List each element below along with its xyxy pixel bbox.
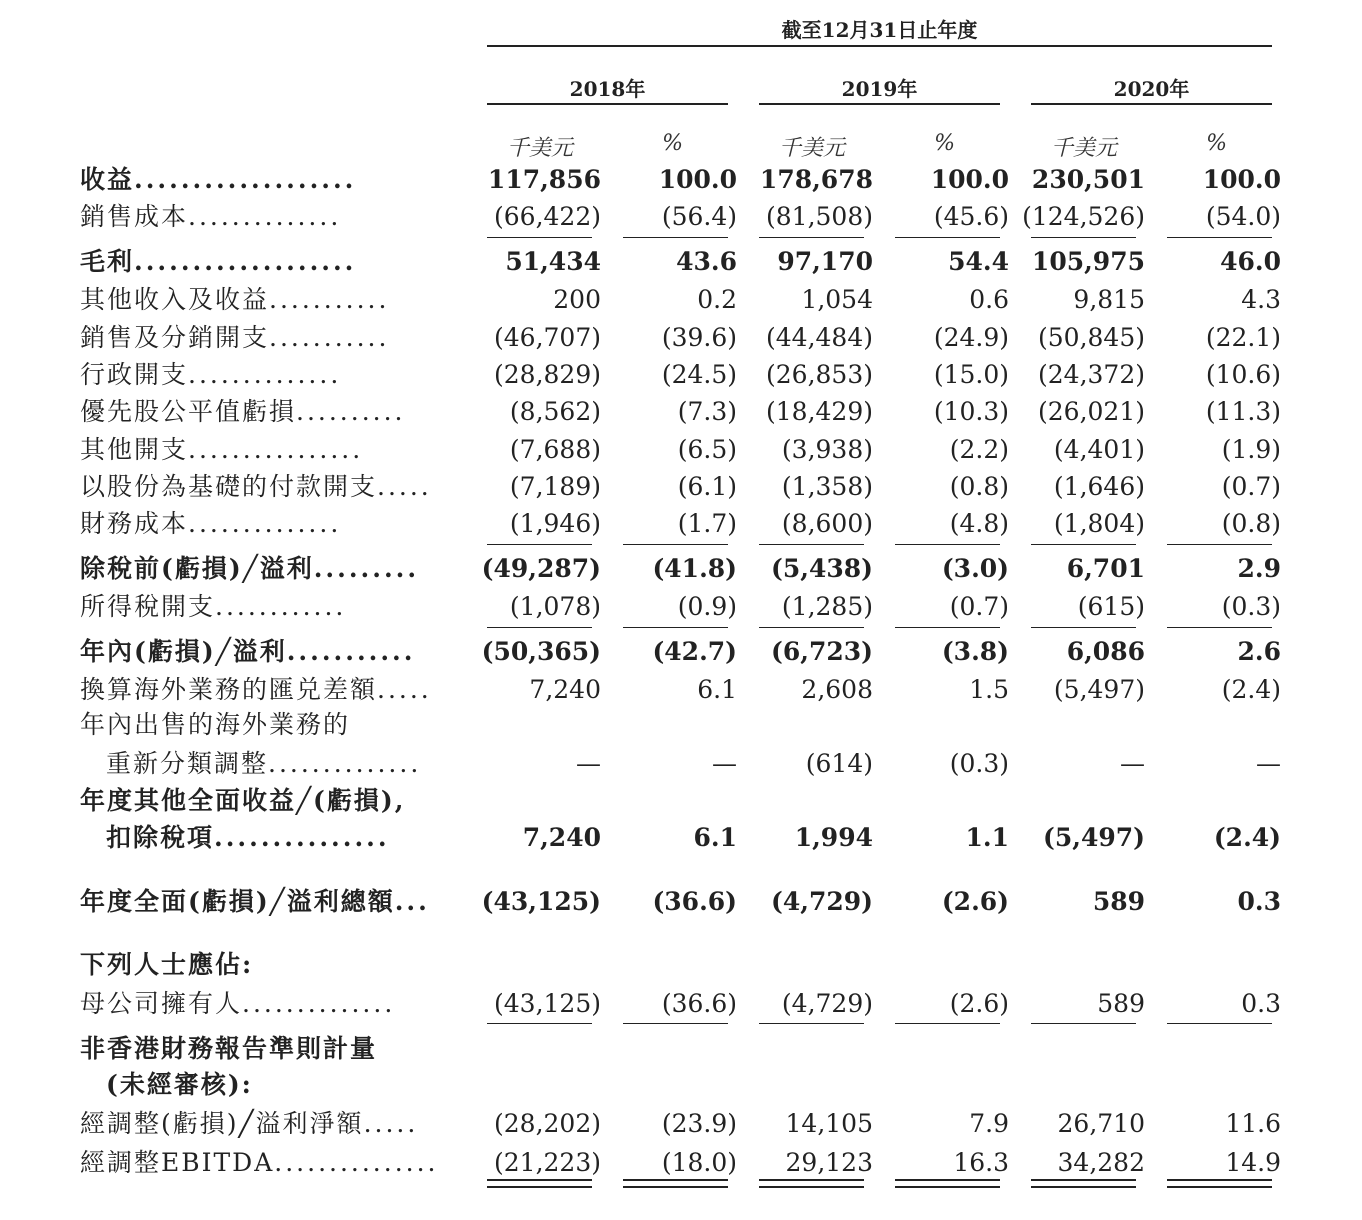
row-label-text: 財務成本 (80, 509, 189, 538)
unit-percent-2018: % (662, 131, 683, 156)
subtotal-rule (1031, 1023, 1136, 1024)
leader-dots: ............... (274, 1148, 439, 1177)
amount-cell: (81,508) (766, 202, 873, 231)
amount-cell: (49,287) (481, 554, 601, 583)
amount-cell: (1,285) (781, 592, 873, 621)
row-label-text: (未經審核): (106, 1070, 253, 1099)
amount-cell: (44,484) (766, 323, 873, 352)
percent-cell: 7.9 (969, 1109, 1009, 1138)
percent-cell: 1.5 (969, 675, 1009, 704)
amount-cell: 1,994 (794, 823, 873, 852)
subtotal-rule (895, 237, 1000, 238)
percent-cell: (41.8) (652, 554, 737, 583)
row-label-text: 優先股公平值虧損 (80, 397, 297, 426)
double-total-rule (759, 1179, 864, 1181)
subtotal-rule (487, 237, 592, 238)
percent-cell (1121, 783, 1281, 819)
row-label-text: 非香港財務報告準則計量 (80, 1034, 378, 1063)
percent-cell: (24.5) (661, 360, 737, 389)
row-label (80, 1031, 377, 1067)
amount-cell: 230,501 (1031, 165, 1145, 194)
percent-cell: (7.3) (677, 397, 737, 426)
leader-dots: ........... (286, 637, 416, 666)
amount-cell: 26,710 (1057, 1109, 1145, 1138)
subtotal-rule (623, 544, 728, 545)
row-label (80, 394, 405, 430)
percent-cell: (24.9) (933, 323, 1009, 352)
row-label (80, 469, 432, 505)
row-label-text: 經調整(虧損)╱溢利淨額 (80, 1109, 364, 1138)
double-total-rule (623, 1179, 728, 1181)
row-label (80, 162, 356, 198)
leader-dots: ............ (215, 592, 347, 621)
amount-cell: (615) (1077, 592, 1145, 621)
amount-cell: 29,123 (785, 1148, 873, 1177)
double-total-rule (487, 1186, 592, 1188)
percent-cell (1121, 707, 1281, 743)
leader-dots: .............. (268, 749, 422, 778)
amount-cell: (124,526) (1022, 202, 1145, 231)
percent-cell: (23.9) (661, 1109, 737, 1138)
amount-cell: (7,688) (509, 435, 601, 464)
row-label (80, 783, 405, 819)
subtotal-rule (759, 544, 864, 545)
percent-cell: (2.2) (949, 435, 1009, 464)
percent-cell: (6.5) (677, 435, 737, 464)
amount-cell: (3,938) (781, 435, 873, 464)
row-label (80, 634, 415, 670)
row-label-text: 銷售及分銷開支 (80, 323, 270, 352)
subtotal-rule (623, 627, 728, 628)
year-heading-2020: 2020年 (1113, 77, 1190, 101)
subtotal-rule (759, 627, 864, 628)
amount-cell: 2,608 (801, 675, 873, 704)
row-label-text: 年度全面(虧損)╱溢利總額 (80, 887, 395, 916)
percent-cell: (3.8) (941, 637, 1009, 666)
percent-cell: 43.6 (676, 247, 737, 276)
amount-cell: (28,202) (494, 1109, 601, 1138)
row-label (80, 947, 253, 983)
leader-dots: ................ (188, 435, 364, 464)
amount-cell: (5,497) (1043, 823, 1145, 852)
amount-cell: — (576, 749, 601, 778)
percent-cell (1121, 1067, 1281, 1103)
percent-cell: (3.0) (941, 554, 1009, 583)
leader-dots: ..... (377, 472, 432, 501)
amount-cell: (1,358) (781, 472, 873, 501)
amount-cell: (21,223) (494, 1148, 601, 1177)
subtotal-rule (623, 237, 728, 238)
row-label-text: 除稅前(虧損)╱溢利 (80, 554, 314, 583)
percent-cell: (0.3) (949, 749, 1009, 778)
leader-dots: ................... (134, 165, 357, 194)
double-total-rule (1167, 1186, 1272, 1188)
row-label-text: 扣除稅項 (106, 823, 215, 852)
row-label-text: 重新分類調整 (106, 749, 269, 778)
row-label-text: 換算海外業務的匯兑差額 (80, 675, 378, 704)
row-label (80, 1145, 438, 1181)
percent-cell: (0.8) (949, 472, 1009, 501)
amount-cell: (24,372) (1038, 360, 1145, 389)
subtotal-rule (759, 1023, 864, 1024)
leader-dots: ........... (269, 285, 390, 314)
amount-cell: (614) (805, 749, 873, 778)
amount-cell: (26,853) (766, 360, 873, 389)
percent-cell: (2.4) (1213, 823, 1281, 852)
amount-cell: 105,975 (1031, 247, 1145, 276)
subtotal-rule (1167, 237, 1272, 238)
row-label (80, 199, 341, 235)
amount-cell: (43,125) (494, 989, 601, 1018)
percent-cell: (11.3) (1205, 397, 1281, 426)
leader-dots: .............. (188, 360, 342, 389)
row-label (80, 672, 432, 708)
row-label-text: 下列人士應佔: (80, 950, 254, 979)
percent-cell: 2.9 (1237, 554, 1281, 583)
row-label-text: 收益 (80, 165, 135, 194)
percent-cell: (0.3) (1221, 592, 1281, 621)
amount-cell: 51,434 (505, 247, 601, 276)
amount-cell: (4,729) (771, 887, 873, 916)
period-heading: 截至12月31日止年度 (781, 18, 978, 42)
leader-dots: ..... (363, 1109, 419, 1138)
period-underline (487, 45, 1272, 47)
subtotal-rule (1031, 627, 1136, 628)
row-label-text: 年度其他全面收益╱(虧損), (80, 786, 406, 815)
percent-cell: 1.1 (965, 823, 1009, 852)
amount-cell: (50,845) (1038, 323, 1145, 352)
percent-cell: (1.7) (677, 509, 737, 538)
row-label (80, 432, 363, 468)
subtotal-rule (1167, 544, 1272, 545)
percent-cell: (36.6) (652, 887, 737, 916)
amount-cell: (7,189) (509, 472, 601, 501)
percent-cell: 0.3 (1237, 887, 1281, 916)
amount-cell: (5,497) (1053, 675, 1145, 704)
double-total-rule (895, 1186, 1000, 1188)
percent-cell: 16.3 (953, 1148, 1009, 1177)
amount-cell: 9,815 (1073, 285, 1145, 314)
leader-dots: ......... (313, 554, 420, 583)
amount-cell: (8,562) (509, 397, 601, 426)
row-label-text: 經調整EBITDA (80, 1148, 275, 1177)
percent-cell: (0.9) (677, 592, 737, 621)
unit-currency-2019: 千美元 (778, 136, 845, 161)
percent-cell: (18.0) (661, 1148, 737, 1177)
row-label (106, 820, 390, 856)
subtotal-rule (487, 627, 592, 628)
unit-percent-2020: % (1206, 131, 1227, 156)
amount-cell: (46,707) (494, 323, 601, 352)
row-label-text: 母公司擁有人 (80, 989, 243, 1018)
percent-cell: (1.9) (1221, 435, 1281, 464)
amount-cell: (8,600) (781, 509, 873, 538)
subtotal-rule (1167, 627, 1272, 628)
percent-cell: 100.0 (930, 165, 1009, 194)
row-label-text: 行政開支 (80, 360, 189, 389)
amount-cell: (26,021) (1038, 397, 1145, 426)
amount-cell: (28,829) (494, 360, 601, 389)
subtotal-rule (895, 627, 1000, 628)
percent-cell: 0.3 (1241, 989, 1281, 1018)
percent-cell: 14.9 (1225, 1148, 1281, 1177)
percent-cell: 6.1 (697, 675, 737, 704)
row-label-text: 其他收入及收益 (80, 285, 270, 314)
row-label-text: 所得稅開支 (80, 592, 216, 621)
percent-cell: 2.6 (1237, 637, 1281, 666)
amount-cell: (1,804) (1053, 509, 1145, 538)
year-underline-2020 (1031, 103, 1272, 105)
amount-cell: 97,170 (777, 247, 873, 276)
leader-dots: .............. (188, 509, 342, 538)
row-label-text: 其他開支 (80, 435, 189, 464)
percent-cell: 11.6 (1225, 1109, 1281, 1138)
amount-cell: 34,282 (1057, 1148, 1145, 1177)
row-label (106, 746, 421, 782)
amount-cell: 178,678 (759, 165, 873, 194)
amount-cell: (1,078) (509, 592, 601, 621)
row-label (80, 589, 346, 625)
percent-cell (1121, 1031, 1281, 1067)
leader-dots: .............. (242, 989, 396, 1018)
percent-cell: 6.1 (693, 823, 737, 852)
row-label (80, 244, 356, 280)
row-label-text: 年內出售的海外業務的 (80, 710, 351, 739)
amount-cell: (6,723) (771, 637, 873, 666)
percent-cell: (2.6) (941, 887, 1009, 916)
percent-cell: (22.1) (1205, 323, 1281, 352)
row-label-text: 銷售成本 (80, 202, 189, 231)
double-total-rule (1167, 1179, 1272, 1181)
amount-cell: 7,240 (522, 823, 601, 852)
subtotal-rule (487, 544, 592, 545)
percent-cell: (42.7) (652, 637, 737, 666)
amount-cell: 6,701 (1066, 554, 1145, 583)
percent-cell: (54.0) (1205, 202, 1281, 231)
unit-currency-2020: 千美元 (1050, 136, 1117, 161)
row-label (80, 282, 389, 318)
double-total-rule (1031, 1179, 1136, 1181)
percent-cell: (10.6) (1205, 360, 1281, 389)
percent-cell: (0.7) (949, 592, 1009, 621)
percent-cell: (36.6) (661, 989, 737, 1018)
row-label (80, 506, 341, 542)
percent-cell: (56.4) (661, 202, 737, 231)
subtotal-rule (623, 1023, 728, 1024)
amount-cell: (1,946) (509, 509, 601, 538)
subtotal-rule (759, 237, 864, 238)
amount-cell: 6,086 (1066, 637, 1145, 666)
leader-dots: ... (394, 887, 430, 916)
double-total-rule (487, 1179, 592, 1181)
percent-cell: (45.6) (933, 202, 1009, 231)
percent-cell: 100.0 (658, 165, 737, 194)
year-underline-2018 (487, 103, 728, 105)
percent-cell: (0.7) (1221, 472, 1281, 501)
amount-cell: 589 (1092, 887, 1145, 916)
row-label (106, 1067, 253, 1103)
leader-dots: ............... (214, 823, 390, 852)
double-total-rule (623, 1186, 728, 1188)
percent-cell: 0.6 (969, 285, 1009, 314)
amount-cell: 1,054 (801, 285, 873, 314)
row-label (80, 357, 341, 393)
row-label-text: 年內(虧損)╱溢利 (80, 637, 287, 666)
leader-dots: .......... (296, 397, 406, 426)
subtotal-rule (895, 544, 1000, 545)
percent-cell: (15.0) (933, 360, 1009, 389)
amount-cell: 7,240 (529, 675, 601, 704)
amount-cell: (50,365) (481, 637, 601, 666)
amount-cell: 14,105 (785, 1109, 873, 1138)
amount-cell: (66,422) (494, 202, 601, 231)
year-underline-2019 (759, 103, 1000, 105)
amount-cell: (5,438) (771, 554, 873, 583)
unit-currency-2018: 千美元 (506, 136, 573, 161)
percent-cell: 46.0 (1220, 247, 1281, 276)
double-total-rule (759, 1186, 864, 1188)
subtotal-rule (1031, 237, 1136, 238)
percent-cell: (6.1) (677, 472, 737, 501)
percent-cell: (2.4) (1221, 675, 1281, 704)
subtotal-rule (1167, 1023, 1272, 1024)
amount-cell: (43,125) (481, 887, 601, 916)
row-label (80, 1106, 418, 1142)
amount-cell: 117,856 (487, 165, 601, 194)
amount-cell: 200 (553, 285, 601, 314)
percent-cell: (0.8) (1221, 509, 1281, 538)
subtotal-rule (1031, 544, 1136, 545)
double-total-rule (1031, 1186, 1136, 1188)
unit-percent-2019: % (934, 131, 955, 156)
percent-cell: 54.4 (948, 247, 1009, 276)
row-label (80, 320, 389, 356)
percent-cell: (2.6) (949, 989, 1009, 1018)
row-label-text: 以股份為基礎的付款開支 (80, 472, 378, 501)
leader-dots: .............. (188, 202, 342, 231)
leader-dots: ................... (134, 247, 357, 276)
double-total-rule (895, 1179, 1000, 1181)
row-label (80, 986, 395, 1022)
percent-cell: (4.8) (949, 509, 1009, 538)
percent-cell: 0.2 (697, 285, 737, 314)
percent-cell: (39.6) (661, 323, 737, 352)
leader-dots: ........... (269, 323, 390, 352)
percent-cell (1121, 947, 1281, 983)
subtotal-rule (895, 1023, 1000, 1024)
percent-cell: (10.3) (933, 397, 1009, 426)
percent-cell: 100.0 (1202, 165, 1281, 194)
subtotal-rule (487, 1023, 592, 1024)
row-label (80, 551, 419, 587)
amount-cell: (4,401) (1053, 435, 1145, 464)
percent-cell: 4.3 (1241, 285, 1281, 314)
amount-cell: (4,729) (781, 989, 873, 1018)
amount-cell: (1,646) (1053, 472, 1145, 501)
row-label (80, 707, 350, 743)
amount-cell: 589 (1097, 989, 1145, 1018)
leader-dots: ..... (377, 675, 432, 704)
row-label-text: 毛利 (80, 247, 135, 276)
row-label (80, 884, 430, 920)
percent-cell: — (712, 749, 737, 778)
year-heading-2019: 2019年 (841, 77, 918, 101)
year-heading-2018: 2018年 (569, 77, 646, 101)
amount-cell: — (1120, 749, 1145, 778)
amount-cell: (18,429) (766, 397, 873, 426)
percent-cell: — (1256, 749, 1281, 778)
